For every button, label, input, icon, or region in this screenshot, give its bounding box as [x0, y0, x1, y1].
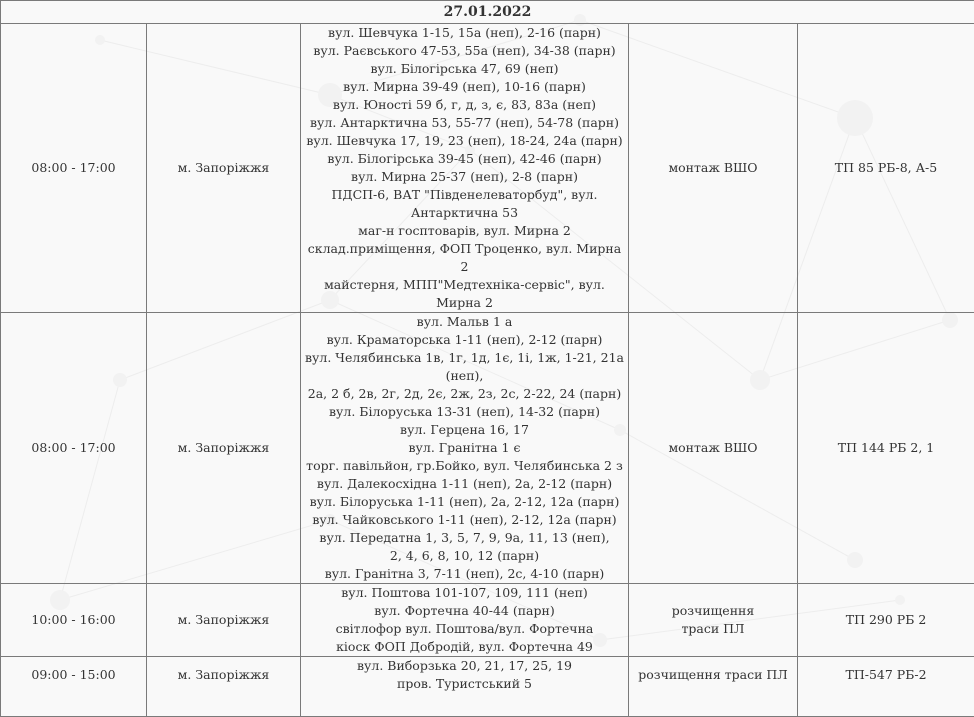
work-type-cell: [629, 584, 798, 657]
address-line: кіоск ФОП Добродій, вул. Фортечна 49: [305, 638, 624, 656]
address-line: вул. Білоруська 13-31 (неп), 14-32 (парн): [305, 403, 624, 421]
work-type-cell: монтаж ВШО: [629, 24, 798, 313]
address-line: вул. Мальв 1 а: [305, 313, 624, 331]
substation-cell: ТП 85 РБ-8, А-5: [798, 24, 974, 313]
address-line: пров. Туристський 5: [305, 675, 624, 693]
address-line: вул. Челябинська 1в, 1г, 1д, 1є, 1і, 1ж, 1-21, 21а (неп),: [305, 349, 624, 385]
address-line: вул. Антарктична 53, 55-77 (неп), 54-78 (парн): [305, 114, 624, 132]
city-cell: м. Запоріжжя: [147, 24, 301, 313]
substation-cell: ТП-547 РБ-2: [798, 657, 974, 717]
substation-cell: ТП 290 РБ 2: [798, 584, 974, 657]
city-cell: м. Запоріжжя: [147, 313, 301, 584]
table-row: [1, 24, 974, 313]
addresses-cell: [301, 584, 629, 657]
address-line: вул. Юності 59 б, г, д, з, є, 83, 83а (неп): [305, 96, 624, 114]
work-type-line: траси ПЛ: [633, 620, 793, 638]
work-type-cell: монтаж ВШО: [629, 313, 798, 584]
addresses-cell: [301, 24, 629, 313]
address-line: вул. Раєвського 47-53, 55а (неп), 34-38 (парн): [305, 42, 624, 60]
address-line: вул. Чайковського 1-11 (неп), 2-12, 12а (парн): [305, 511, 624, 529]
time-cell: 10:00 - 16:00: [1, 584, 147, 657]
address-line: вул. Білоруська 1-11 (неп), 2а, 2-12, 12а (парн): [305, 493, 624, 511]
substation-cell: ТП 144 РБ 2, 1: [798, 313, 974, 584]
address-line: вул. Мирна 39-49 (неп), 10-16 (парн): [305, 78, 624, 96]
address-line: ПДСП-6, ВАТ "Південелеваторбуд", вул. Антарктична 53: [305, 186, 624, 222]
time-cell: 08:00 - 17:00: [1, 24, 147, 313]
address-line: вул. Гранітна 1 є: [305, 439, 624, 457]
address-line: вул. Виборзька 20, 21, 17, 25, 19: [305, 657, 624, 675]
address-line: торг. павільйон, гр.Бойко, вул. Челябинська 2 з: [305, 457, 624, 475]
address-line: вул. Шевчука 17, 19, 23 (неп), 18-24, 24а (парн): [305, 132, 624, 150]
address-line: маг-н госптоварів, вул. Мирна 2: [305, 222, 624, 240]
city-cell: м. Запоріжжя: [147, 657, 301, 717]
address-line: вул. Поштова 101-107, 109, 111 (неп): [305, 584, 624, 602]
address-line: світлофор вул. Поштова/вул. Фортечна: [305, 620, 624, 638]
date-header: 27.01.2022: [1, 1, 974, 24]
address-line: склад.приміщення, ФОП Троценко, вул. Мирна 2: [305, 240, 624, 276]
address-line: вул. Гранітна 3, 7-11 (неп), 2с, 4-10 (парн): [305, 565, 624, 583]
work-type-line: розчищення: [633, 602, 793, 620]
addresses-cell: [301, 313, 629, 584]
addresses-cell: [301, 657, 629, 717]
work-type-cell: розчищення траси ПЛ: [629, 657, 798, 717]
address-line: майстерня, МПП"Медтехніка-сервіс", вул. Мирна 2: [305, 276, 624, 312]
address-line: вул. Фортечна 40-44 (парн): [305, 602, 624, 620]
table-row: [1, 313, 974, 584]
address-line: 2, 4, 6, 8, 10, 12 (парн): [305, 547, 624, 565]
address-line: вул. Мирна 25-37 (неп), 2-8 (парн): [305, 168, 624, 186]
address-line: 2а, 2 б, 2в, 2г, 2д, 2є, 2ж, 2з, 2с, 2-22, 24 (парн): [305, 385, 624, 403]
address-line: вул. Краматорська 1-11 (неп), 2-12 (парн): [305, 331, 624, 349]
address-line: вул. Герцена 16, 17: [305, 421, 624, 439]
time-cell: 09:00 - 15:00: [1, 657, 147, 717]
city-cell: м. Запоріжжя: [147, 584, 301, 657]
time-cell: 08:00 - 17:00: [1, 313, 147, 584]
table-row: [1, 584, 974, 657]
address-line: вул. Білогірська 47, 69 (неп): [305, 60, 624, 78]
address-line: вул. Білогірська 39-45 (неп), 42-46 (парн): [305, 150, 624, 168]
table-row: [1, 657, 974, 717]
address-line: вул. Передатна 1, 3, 5, 7, 9, 9а, 11, 13 (неп),: [305, 529, 624, 547]
address-line: вул. Далекосхідна 1-11 (неп), 2а, 2-12 (парн): [305, 475, 624, 493]
address-line: вул. Шевчука 1-15, 15а (неп), 2-16 (парн): [305, 24, 624, 42]
